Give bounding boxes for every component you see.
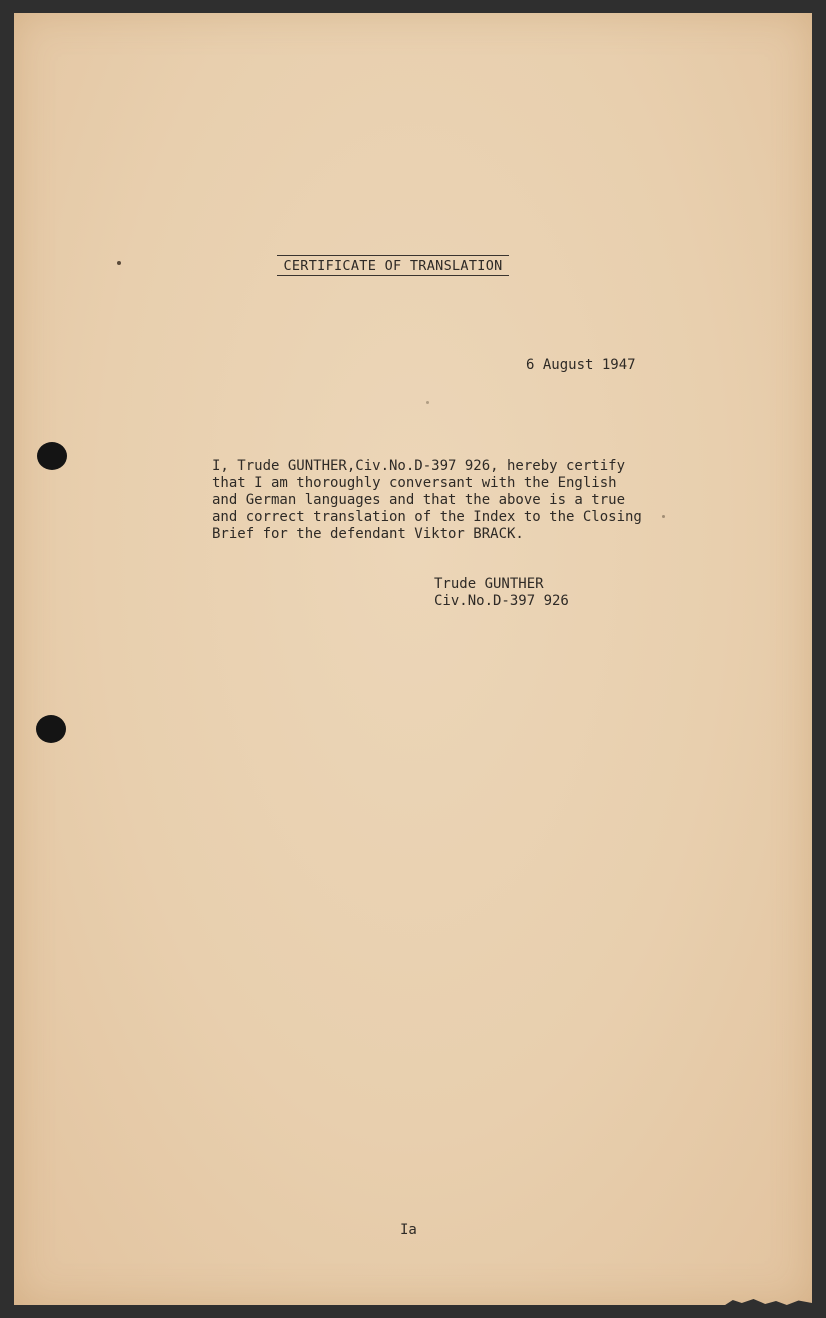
signer-name: Trude GUNTHER bbox=[434, 576, 544, 592]
paragraph-line: that I am thoroughly conversant with the English bbox=[212, 475, 617, 491]
ink-speck bbox=[662, 515, 665, 518]
paragraph-line: and German languages and that the above is a true bbox=[212, 492, 626, 508]
certification-paragraph bbox=[212, 458, 652, 543]
document-title: CERTIFICATE OF TRANSLATION bbox=[277, 255, 509, 276]
document-date: 6 August 1947 bbox=[526, 357, 636, 373]
ink-speck bbox=[426, 401, 429, 404]
signature-block bbox=[434, 576, 569, 610]
punch-hole-top bbox=[37, 442, 67, 470]
punch-hole-bottom bbox=[36, 715, 66, 743]
paper-sheet bbox=[14, 13, 812, 1305]
ink-speck bbox=[117, 261, 121, 265]
paragraph-line: and correct translation of the Index to the Closing bbox=[212, 509, 642, 525]
page-number: Ia bbox=[400, 1222, 417, 1238]
paragraph-line: Brief for the defendant Viktor BRACK. bbox=[212, 526, 524, 542]
paragraph-line: I, Trude GUNTHER,Civ.No.D-397 926, hereby certify bbox=[212, 458, 626, 474]
signer-civ-number: Civ.No.D-397 926 bbox=[434, 593, 569, 609]
torn-corner bbox=[722, 1297, 812, 1307]
